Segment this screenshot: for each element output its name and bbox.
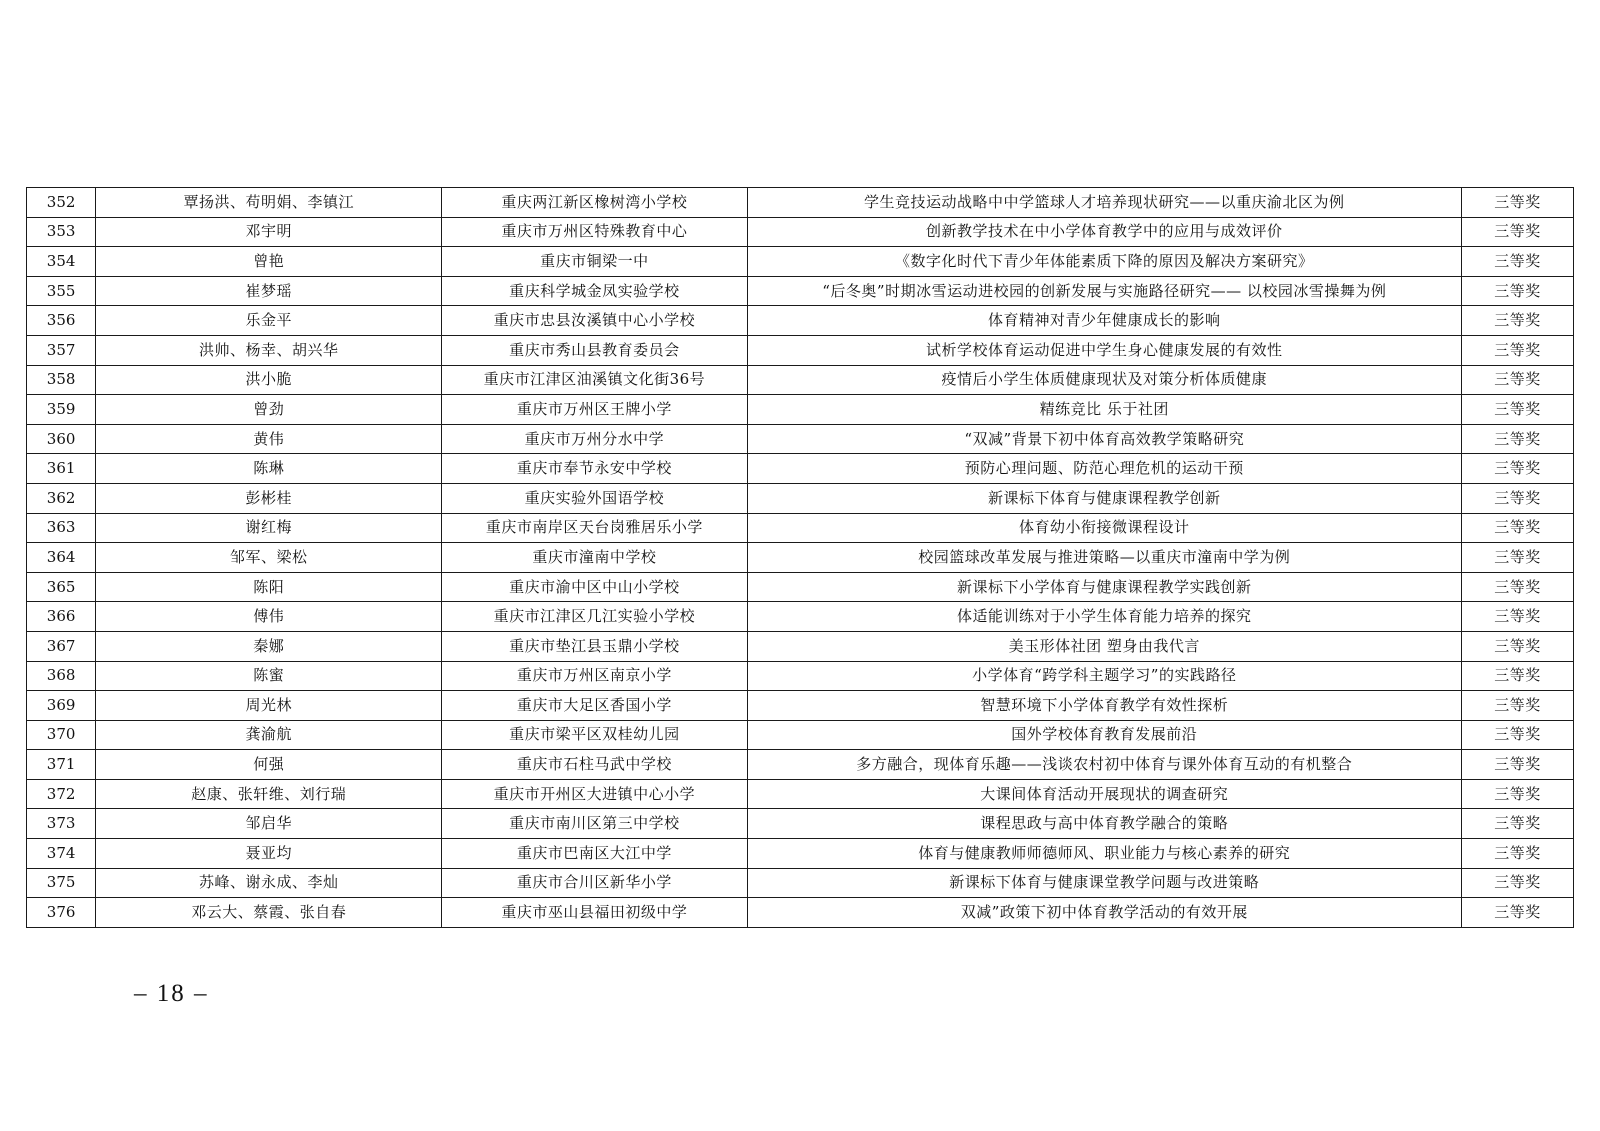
table-row xyxy=(27,868,1574,898)
entry-title: 试析学校体育运动促进中学生身心健康发展的有效性 xyxy=(747,335,1461,365)
table-row xyxy=(27,217,1574,247)
entry-authors: 邹启华 xyxy=(96,809,442,839)
entry-title: 体育精神对青少年健康成长的影响 xyxy=(747,306,1461,336)
entry-unit: 重庆市大足区香国小学 xyxy=(442,691,747,721)
entry-number: 372 xyxy=(27,779,96,809)
entry-number: 355 xyxy=(27,276,96,306)
entry-authors: 曾艳 xyxy=(96,247,442,277)
entry-number: 352 xyxy=(27,188,96,218)
entry-authors: 龚渝航 xyxy=(96,720,442,750)
entry-award: 三等奖 xyxy=(1462,306,1574,336)
awards-table-body xyxy=(27,188,1574,928)
entry-title: 新课标下体育与健康课堂教学问题与改进策略 xyxy=(747,868,1461,898)
entry-unit: 重庆两江新区橡树湾小学校 xyxy=(442,188,747,218)
entry-title: 体育幼小衔接微课程设计 xyxy=(747,513,1461,543)
page-number: – 18 – xyxy=(134,980,209,1007)
entry-authors: 秦娜 xyxy=(96,631,442,661)
entry-award: 三等奖 xyxy=(1462,839,1574,869)
table-row xyxy=(27,631,1574,661)
entry-title: 体适能训练对于小学生体育能力培养的探究 xyxy=(747,602,1461,632)
entry-award: 三等奖 xyxy=(1462,661,1574,691)
entry-award: 三等奖 xyxy=(1462,868,1574,898)
entry-unit: 重庆科学城金凤实验学校 xyxy=(442,276,747,306)
table-row xyxy=(27,839,1574,869)
entry-unit: 重庆市秀山县教育委员会 xyxy=(442,335,747,365)
entry-number: 375 xyxy=(27,868,96,898)
entry-unit: 重庆市合川区新华小学 xyxy=(442,868,747,898)
entry-unit: 重庆市铜梁一中 xyxy=(442,247,747,277)
entry-title: 疫情后小学生体质健康现状及对策分析体质健康 xyxy=(747,365,1461,395)
entry-number: 371 xyxy=(27,750,96,780)
entry-award: 三等奖 xyxy=(1462,898,1574,928)
entry-award: 三等奖 xyxy=(1462,720,1574,750)
entry-title: 精练竞比 乐于社团 xyxy=(747,395,1461,425)
entry-unit: 重庆市万州区王牌小学 xyxy=(442,395,747,425)
entry-number: 361 xyxy=(27,454,96,484)
entry-title: 《数字化时代下青少年体能素质下降的原因及解决方案研究》 xyxy=(747,247,1461,277)
entry-unit: 重庆市万州区特殊教育中心 xyxy=(442,217,747,247)
entry-authors: 曾劲 xyxy=(96,395,442,425)
entry-unit: 重庆市巫山县福田初级中学 xyxy=(442,898,747,928)
entry-unit: 重庆市梁平区双桂幼儿园 xyxy=(442,720,747,750)
table-row xyxy=(27,365,1574,395)
entry-authors: 邓宇明 xyxy=(96,217,442,247)
entry-authors: 周光林 xyxy=(96,691,442,721)
entry-authors: 黄伟 xyxy=(96,424,442,454)
entry-award: 三等奖 xyxy=(1462,188,1574,218)
entry-award: 三等奖 xyxy=(1462,276,1574,306)
entry-unit: 重庆市江津区油溪镇文化街36号 xyxy=(442,365,747,395)
entry-award: 三等奖 xyxy=(1462,217,1574,247)
entry-number: 370 xyxy=(27,720,96,750)
entry-authors: 何强 xyxy=(96,750,442,780)
entry-authors: 陈阳 xyxy=(96,572,442,602)
entry-unit: 重庆市奉节永安中学校 xyxy=(442,454,747,484)
table-row xyxy=(27,691,1574,721)
entry-authors: 陈蜜 xyxy=(96,661,442,691)
entry-title: 新课标下小学体育与健康课程教学实践创新 xyxy=(747,572,1461,602)
entry-authors: 洪帅、杨幸、胡兴华 xyxy=(96,335,442,365)
entry-award: 三等奖 xyxy=(1462,424,1574,454)
entry-number: 365 xyxy=(27,572,96,602)
table-row xyxy=(27,720,1574,750)
entry-title: 智慧环境下小学体育教学有效性探析 xyxy=(747,691,1461,721)
awards-table xyxy=(26,187,1574,928)
entry-unit: 重庆市忠县汝溪镇中心小学校 xyxy=(442,306,747,336)
entry-authors: 苏峰、谢永成、李灿 xyxy=(96,868,442,898)
entry-unit: 重庆市万州分水中学 xyxy=(442,424,747,454)
entry-award: 三等奖 xyxy=(1462,809,1574,839)
entry-award: 三等奖 xyxy=(1462,750,1574,780)
entry-unit: 重庆市石柱马武中学校 xyxy=(442,750,747,780)
table-row xyxy=(27,483,1574,513)
entry-award: 三等奖 xyxy=(1462,602,1574,632)
entry-number: 369 xyxy=(27,691,96,721)
entry-unit: 重庆市巴南区大江中学 xyxy=(442,839,747,869)
entry-unit: 重庆市南川区第三中学校 xyxy=(442,809,747,839)
table-row xyxy=(27,543,1574,573)
entry-number: 360 xyxy=(27,424,96,454)
entry-award: 三等奖 xyxy=(1462,543,1574,573)
entry-authors: 傅伟 xyxy=(96,602,442,632)
entry-award: 三等奖 xyxy=(1462,691,1574,721)
entry-award: 三等奖 xyxy=(1462,513,1574,543)
entry-award: 三等奖 xyxy=(1462,247,1574,277)
entry-title: “双减”背景下初中体育高效教学策略研究 xyxy=(747,424,1461,454)
table-row xyxy=(27,661,1574,691)
table-row xyxy=(27,424,1574,454)
entry-number: 373 xyxy=(27,809,96,839)
entry-award: 三等奖 xyxy=(1462,572,1574,602)
entry-title: 多方融合，现体育乐趣——浅谈农村初中体育与课外体育互动的有机整合 xyxy=(747,750,1461,780)
entry-award: 三等奖 xyxy=(1462,631,1574,661)
entry-title: 双减”政策下初中体育教学活动的有效开展 xyxy=(747,898,1461,928)
entry-unit: 重庆市南岸区天台岗雅居乐小学 xyxy=(442,513,747,543)
table-row xyxy=(27,454,1574,484)
entry-number: 359 xyxy=(27,395,96,425)
entry-title: 课程思政与高中体育教学融合的策略 xyxy=(747,809,1461,839)
entry-number: 353 xyxy=(27,217,96,247)
entry-number: 363 xyxy=(27,513,96,543)
entry-authors: 洪小脆 xyxy=(96,365,442,395)
entry-award: 三等奖 xyxy=(1462,483,1574,513)
entry-number: 364 xyxy=(27,543,96,573)
entry-authors: 赵康、张轩维、刘行瑞 xyxy=(96,779,442,809)
table-row xyxy=(27,335,1574,365)
entry-unit: 重庆市江津区几江实验小学校 xyxy=(442,602,747,632)
entry-authors: 邹军、梁松 xyxy=(96,543,442,573)
table-row xyxy=(27,247,1574,277)
entry-authors: 覃扬洪、苟明娟、李镇江 xyxy=(96,188,442,218)
table-row xyxy=(27,809,1574,839)
entry-unit: 重庆市渝中区中山小学校 xyxy=(442,572,747,602)
table-row xyxy=(27,779,1574,809)
entry-title: 创新教学技术在中小学体育教学中的应用与成效评价 xyxy=(747,217,1461,247)
table-row xyxy=(27,306,1574,336)
entry-number: 354 xyxy=(27,247,96,277)
entry-title: 预防心理问题、防范心理危机的运动干预 xyxy=(747,454,1461,484)
entry-authors: 彭彬桂 xyxy=(96,483,442,513)
entry-unit: 重庆市万州区南京小学 xyxy=(442,661,747,691)
table-row xyxy=(27,572,1574,602)
entry-title: 新课标下体育与健康课程教学创新 xyxy=(747,483,1461,513)
entry-number: 366 xyxy=(27,602,96,632)
entry-authors: 陈琳 xyxy=(96,454,442,484)
entry-award: 三等奖 xyxy=(1462,365,1574,395)
entry-authors: 崔梦瑶 xyxy=(96,276,442,306)
entry-title: 体育与健康教师师德师风、职业能力与核心素养的研究 xyxy=(747,839,1461,869)
table-row xyxy=(27,898,1574,928)
table-row xyxy=(27,188,1574,218)
entry-authors: 谢红梅 xyxy=(96,513,442,543)
entry-number: 376 xyxy=(27,898,96,928)
entry-title: 国外学校体育教育发展前沿 xyxy=(747,720,1461,750)
entry-award: 三等奖 xyxy=(1462,779,1574,809)
entry-unit: 重庆市垫江县玉鼎小学校 xyxy=(442,631,747,661)
entry-unit: 重庆市潼南中学校 xyxy=(442,543,747,573)
entry-authors: 邓云大、蔡霞、张自春 xyxy=(96,898,442,928)
entry-unit: 重庆市开州区大进镇中心小学 xyxy=(442,779,747,809)
entry-authors: 乐金平 xyxy=(96,306,442,336)
table-row xyxy=(27,602,1574,632)
entry-title: 美玉形体社团 塑身由我代言 xyxy=(747,631,1461,661)
table-row xyxy=(27,750,1574,780)
table-row xyxy=(27,276,1574,306)
entry-title: 小学体育“跨学科主题学习”的实践路径 xyxy=(747,661,1461,691)
table-row xyxy=(27,395,1574,425)
entry-number: 356 xyxy=(27,306,96,336)
entry-title: “后冬奥”时期冰雪运动进校园的创新发展与实施路径研究—— 以校园冰雪操舞为例 xyxy=(747,276,1461,306)
entry-unit: 重庆实验外国语学校 xyxy=(442,483,747,513)
entry-number: 368 xyxy=(27,661,96,691)
entry-award: 三等奖 xyxy=(1462,335,1574,365)
entry-number: 362 xyxy=(27,483,96,513)
entry-number: 367 xyxy=(27,631,96,661)
entry-award: 三等奖 xyxy=(1462,454,1574,484)
entry-number: 358 xyxy=(27,365,96,395)
entry-number: 374 xyxy=(27,839,96,869)
table-row xyxy=(27,513,1574,543)
entry-title: 学生竞技运动战略中中学篮球人才培养现状研究——以重庆渝北区为例 xyxy=(747,188,1461,218)
entry-number: 357 xyxy=(27,335,96,365)
entry-award: 三等奖 xyxy=(1462,395,1574,425)
entry-title: 大课间体育活动开展现状的调查研究 xyxy=(747,779,1461,809)
entry-title: 校园篮球改革发展与推进策略—以重庆市潼南中学为例 xyxy=(747,543,1461,573)
entry-authors: 聂亚均 xyxy=(96,839,442,869)
